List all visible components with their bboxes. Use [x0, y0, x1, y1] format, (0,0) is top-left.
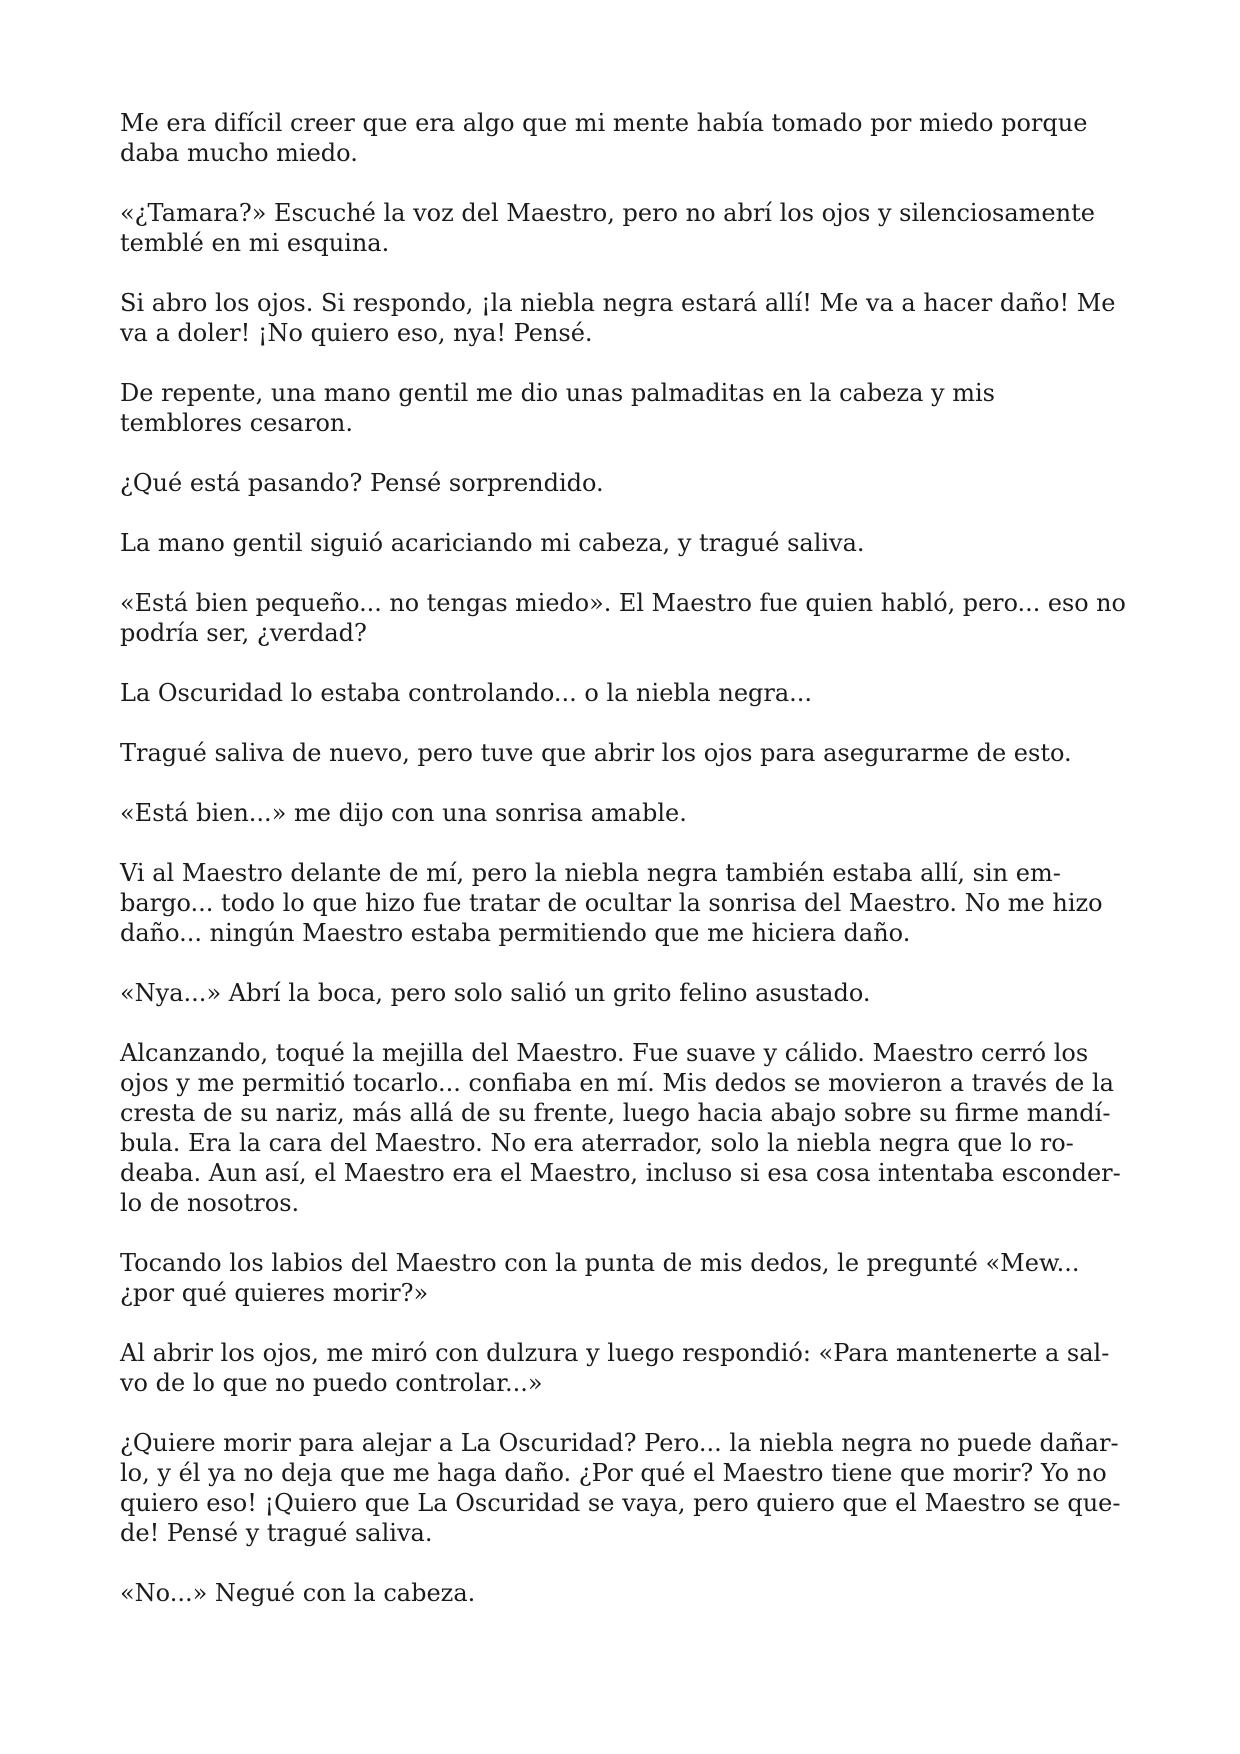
text-line: «No...» Negué con la cabeza. [120, 1579, 476, 1607]
text-line: temblé en mi esquina. [120, 229, 390, 257]
text-line: vo de lo que no puedo controlar...» [120, 1369, 543, 1397]
paragraph [120, 468, 1126, 498]
text-line: temblores cesaron. [120, 409, 353, 437]
paragraph [120, 738, 1126, 768]
text-line: «Nya...» Abrí la boca, pero solo salió un grito felino asustado. [120, 979, 871, 1007]
paragraph [120, 858, 1126, 948]
paragraph [120, 1248, 1126, 1308]
text-line: Tragué saliva de nuevo, pero tuve que abrir los ojos para asegurarme de esto. [120, 739, 1072, 767]
text-line: va a doler! ¡No quiero eso, nya! Pensé. [120, 319, 593, 347]
text-line: daño... ningún Maestro estaba permitiendo que me hiciera daño. [120, 919, 911, 947]
text-line: ojos y me permitió tocarlo... confiaba en mí. Mis dedos se movieron a través de la [120, 1069, 1114, 1097]
text-line: deaba. Aun así, el Maestro era el Maestro, incluso si esa cosa intentaba esconder- [120, 1159, 1121, 1187]
text-line: La mano gentil siguió acariciando mi cabeza, y tragué saliva. [120, 529, 865, 557]
text-line: ¿por qué quieres morir?» [120, 1279, 429, 1307]
paragraph [120, 1038, 1126, 1218]
text-line: De repente, una mano gentil me dio unas palmaditas en la cabeza y mis [120, 379, 995, 407]
paragraph [120, 198, 1126, 258]
paragraph [120, 1578, 1126, 1608]
text-line: «Está bien pequeño... no tengas miedo». El Maestro fue quien habló, pero... eso no [120, 589, 1126, 617]
text-line: daba mucho miedo. [120, 139, 358, 167]
paragraph [120, 798, 1126, 828]
text-line: ¿Quiere morir para alejar a La Oscuridad? Pero... la niebla negra no puede dañar- [120, 1429, 1119, 1457]
paragraph [120, 1428, 1126, 1548]
paragraph [120, 1338, 1126, 1398]
text-line: lo, y él ya no deja que me haga daño. ¿Por qué el Maestro tiene que morir? Yo no [120, 1459, 1107, 1487]
paragraph [120, 528, 1126, 558]
text-line: podría ser, ¿verdad? [120, 619, 367, 647]
text-line: ¿Qué está pasando? Pensé sorprendido. [120, 469, 604, 497]
text-line: «Está bien...» me dijo con una sonrisa amable. [120, 799, 687, 827]
text-line: lo de nosotros. [120, 1189, 300, 1217]
text-line: Vi al Maestro delante de mí, pero la niebla negra también estaba allí, sin em- [120, 859, 1061, 887]
text-line: Si abro los ojos. Si respondo, ¡la niebla negra estará allí! Me va a hacer daño! Me [120, 289, 1116, 317]
text-line: Tocando los labios del Maestro con la punta de mis dedos, le pregunté «Mew... [120, 1249, 1080, 1277]
paragraph [120, 378, 1126, 438]
text-line: Me era difícil creer que era algo que mi mente había tomado por miedo porque [120, 109, 1088, 137]
text-line: Alcanzando, toqué la mejilla del Maestro. Fue suave y cálido. Maestro cerró los [120, 1039, 1089, 1067]
paragraph [120, 978, 1126, 1008]
text-line: Al abrir los ojos, me miró con dulzura y luego respondió: «Para mantenerte a sal- [120, 1339, 1110, 1367]
text-line: de! Pensé y tragué saliva. [120, 1519, 433, 1547]
paragraph [120, 588, 1126, 648]
text-line: La Oscuridad lo estaba controlando... o la niebla negra... [120, 679, 813, 707]
text-line: cresta de su nariz, más allá de su frente, luego hacia abajo sobre su firme mandí- [120, 1099, 1111, 1127]
text-line: bargo... todo lo que hizo fue tratar de ocultar la sonrisa del Maestro. No me hizo [120, 889, 1103, 917]
paragraph [120, 678, 1126, 708]
text-line: «¿Tamara?» Escuché la voz del Maestro, pero no abrí los ojos y silenciosamente [120, 199, 1095, 227]
paragraph [120, 108, 1126, 168]
text-line: bula. Era la cara del Maestro. No era aterrador, solo la niebla negra que lo ro- [120, 1129, 1074, 1157]
paragraph [120, 288, 1126, 348]
text-line: quiero eso! ¡Quiero que La Oscuridad se vaya, pero quiero que el Maestro se que- [120, 1489, 1121, 1517]
document-page [120, 108, 1126, 1638]
